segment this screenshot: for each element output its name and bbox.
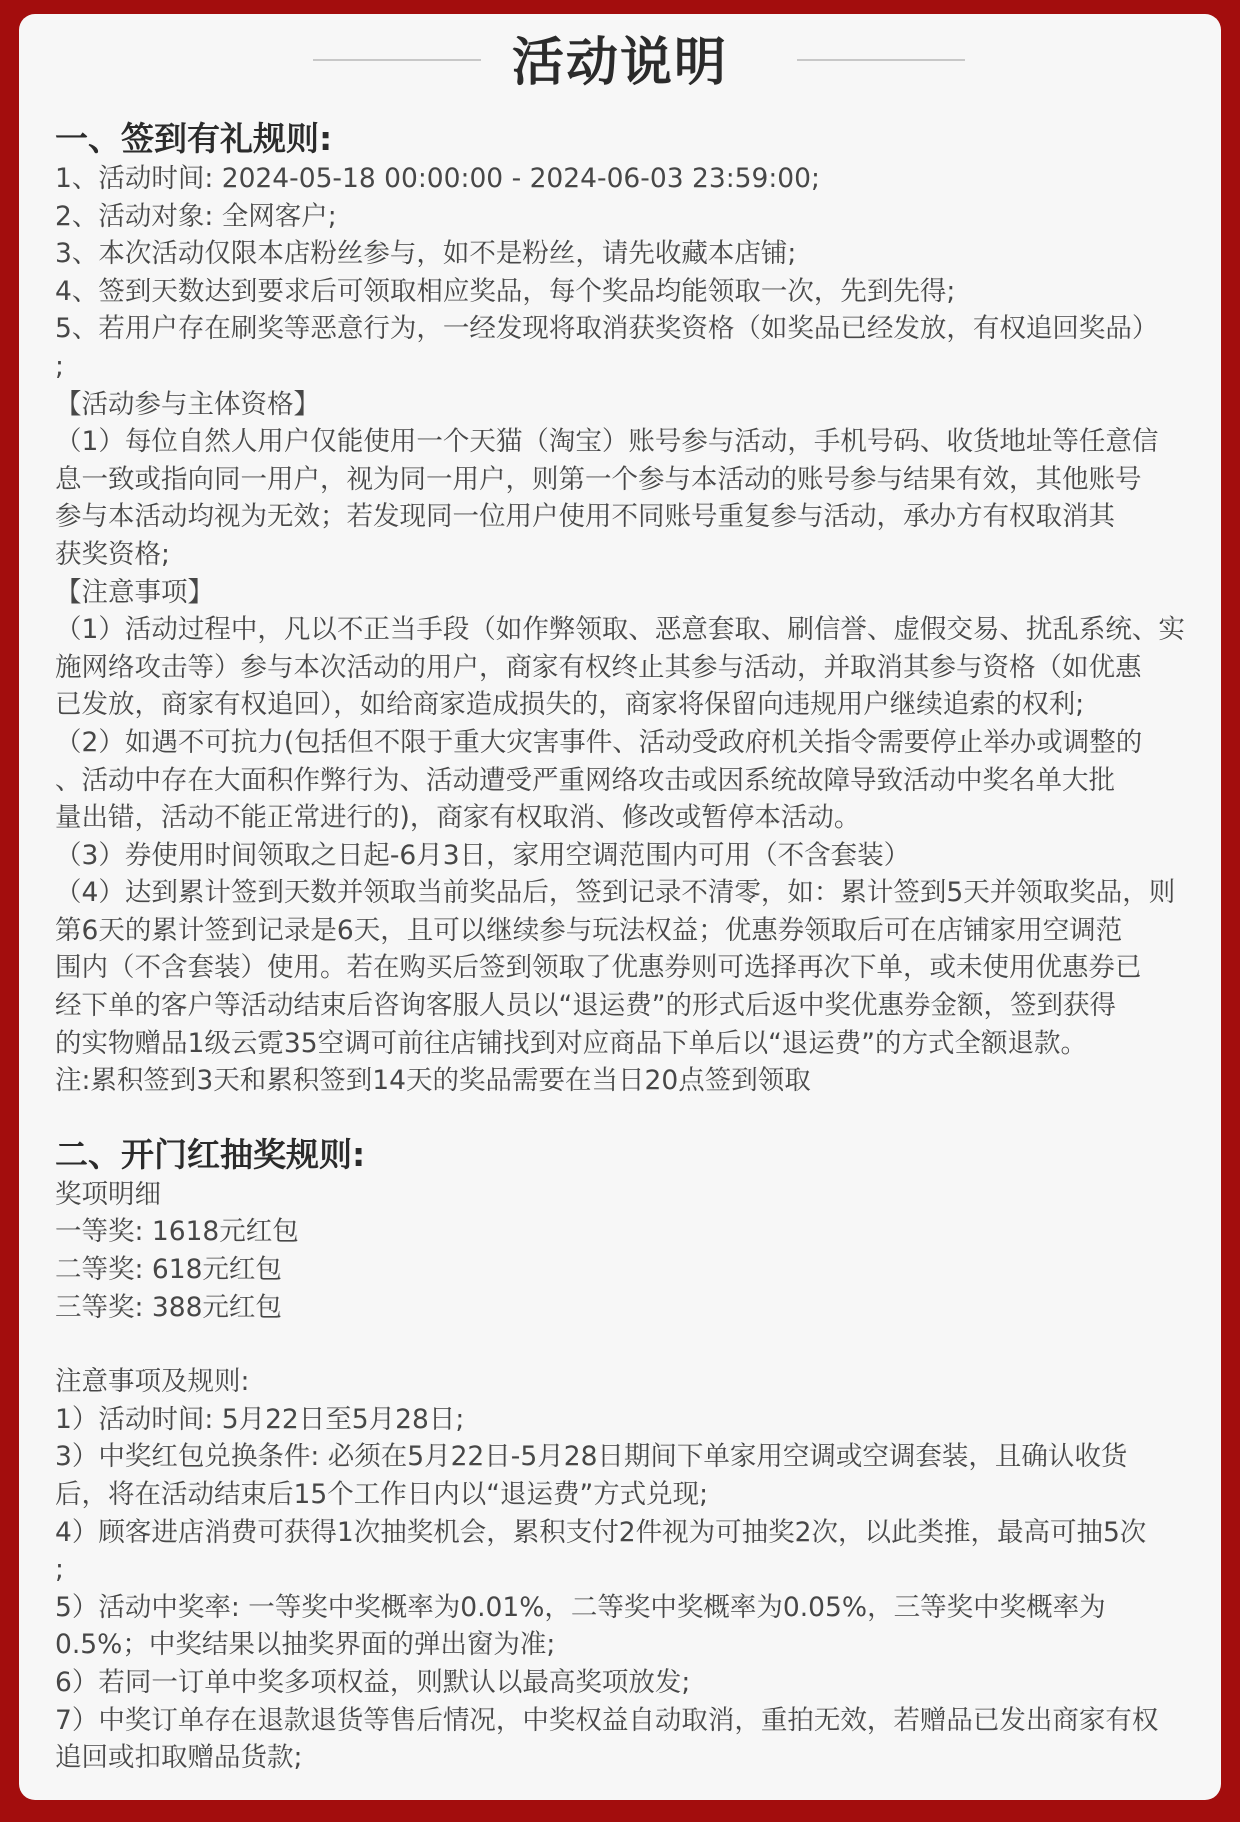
rule-line: 4、签到天数达到要求后可领取相应奖品，每个奖品均能领取一次，先到先得; [55, 275, 956, 307]
rule-line: （1）每位自然人用户仅能使用一个天猫（淘宝）账号参与活动，手机号码、收货地址等任意信 [55, 426, 1159, 458]
rule-line: （1）活动过程中，凡以不正当手段（如作弊领取、恶意套取、刷信誉、虚假交易、扰乱系统、实 [55, 614, 1185, 646]
rule-line: 已发放，商家有权追回），如给商家造成损失的，商家将保留向违规用户继续追索的权利; [55, 689, 1085, 721]
section1-body [55, 160, 1205, 1100]
rule-line: 3）中奖红包兑换条件: 必须在5月22日-5月28日期间下单家用空调或空调套装，且确认收货 [55, 1441, 1128, 1473]
rule-line: 5）活动中奖率: 一等奖中奖概率为0.01%，二等奖中奖概率为0.05%，三等奖中奖概率为 [55, 1591, 1106, 1623]
rule-line: 6）若同一订单中奖多项权益，则默认以最高奖项放发; [55, 1666, 691, 1698]
rule-line: 、活动中存在大面积作弊行为、活动遭受严重网络攻击或因系统故障导致活动中奖名单大批 [55, 764, 1115, 796]
rule-line: 5、若用户存在刷奖等恶意行为，一经发现将取消获奖资格（如奖品已经发放，有权追回奖品） [55, 313, 1159, 345]
rule-line: 追回或扣取赠品货款; [55, 1742, 303, 1774]
rule-line: 的实物赠品1级云霓35空调可前往店铺找到对应商品下单后以“退运费”的方式全额退款。 [55, 1027, 1088, 1059]
rule-line: 7）中奖订单存在退款退货等售后情况，中奖权益自动取消，重拍无效，若赠品已发出商家有权 [55, 1704, 1159, 1736]
rule-line: 奖项明细 [55, 1178, 161, 1210]
title-row [19, 14, 1221, 114]
paragraph-gap [55, 1326, 1205, 1363]
rule-line: 【注意事项】 [55, 576, 214, 608]
rule-line: 三等奖: 388元红包 [55, 1291, 282, 1323]
section1-heading: 一、签到有礼规则: [55, 119, 333, 158]
rule-line: 0.5%；中奖结果以抽奖界面的弹出窗为准; [55, 1629, 556, 1661]
rule-line: 获奖资格; [55, 538, 170, 570]
rule-line: 后，将在活动结束后15个工作日内以“退运费”方式兑现; [55, 1479, 709, 1510]
rule-line: 围内（不含套装）使用。若在购买后签到领取了优惠券则可选择再次下单，或未使用优惠券已 [55, 952, 1142, 984]
rule-line: 经下单的客户等活动结束后咨询客服人员以“退运费”的形式后返中奖优惠券金额，签到获得 [55, 990, 1116, 1022]
rule-line: 4）顾客进店消费可获得1次抽奖机会，累积支付2件视为可抽奖2次，以此类推，最高可抽5次 [55, 1516, 1147, 1548]
rule-line: 注意事项及规则: [55, 1366, 250, 1398]
rule-line: 一等奖: 1618元红包 [55, 1216, 299, 1248]
page-title: 活动说明 [511, 33, 728, 93]
rule-line: 量出错，活动不能正常进行的)，商家有权取消、修改或暂停本活动。 [55, 802, 861, 834]
rule-line: 二等奖: 618元红包 [55, 1254, 282, 1286]
title-divider-right [797, 59, 965, 61]
rule-line: 注:累积签到3天和累积签到14天的奖品需要在当日20点签到领取 [55, 1065, 811, 1097]
rules-content [55, 118, 1205, 1777]
rule-line: 2、活动对象: 全网客户; [55, 200, 337, 232]
rule-line: 1、活动时间: 2024-05-18 00:00:00 - 2024-06-03 23:59:00; [55, 163, 820, 194]
rule-line: 参与本活动均视为无效；若发现同一位用户使用不同账号重复参与活动，承办方有权取消其 [55, 501, 1115, 533]
rule-line: ; [55, 350, 64, 382]
section2-rules [55, 1363, 1205, 1777]
section2-heading: 二、开门红抽奖规则: [55, 1134, 366, 1174]
rule-line: （4）达到累计签到天数并领取当前奖品后，签到记录不清零，如：累计签到5天并领取奖品，则 [55, 877, 1176, 909]
rule-line: ; [55, 1554, 64, 1586]
rule-line: 第6天的累计签到记录是6天，且可以继续参与玩法权益；优惠券领取后可在店铺家用空调范 [55, 914, 1123, 946]
prize-list [55, 1176, 1205, 1326]
rule-line: （3）券使用时间领取之日起-6月3日，家用空调范围内可用（不含套装） [55, 839, 911, 871]
rule-line: （2）如遇不可抗力(包括但不限于重大灾害事件、活动受政府机关指令需要停止举办或调整的 [55, 726, 1143, 758]
activity-rules-card [19, 14, 1221, 1800]
rule-line: 3、本次活动仅限本店粉丝参与，如不是粉丝，请先收藏本店铺; [55, 238, 797, 270]
rule-line: 【活动参与主体资格】 [55, 388, 320, 420]
rule-line: 1）活动时间: 5月22日至5月28日; [55, 1403, 465, 1435]
rule-line: 施网络攻击等）参与本次活动的用户，商家有权终止其参与活动，并取消其参与资格（如优惠 [55, 651, 1142, 683]
rule-line: 息一致或指向同一用户，视为同一用户，则第一个参与本活动的账号参与结果有效，其他账号 [55, 463, 1142, 495]
section-gap [55, 1100, 1205, 1134]
